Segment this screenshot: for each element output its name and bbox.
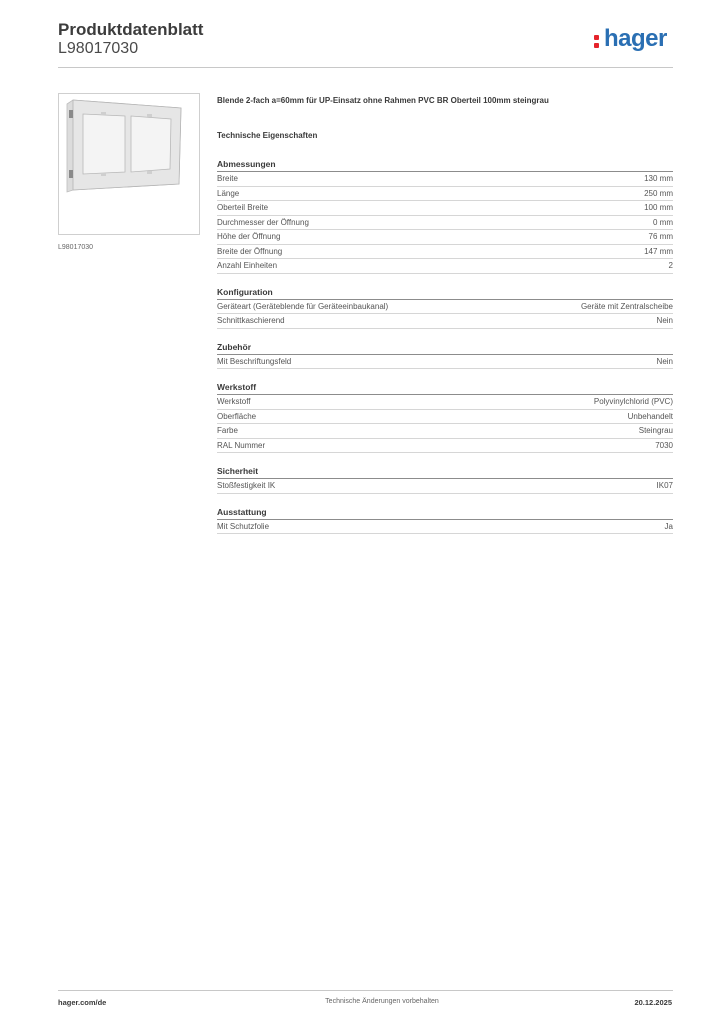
property-row <box>217 410 673 425</box>
property-value: 130 mm <box>644 174 673 183</box>
property-label: Stoßfestigkeit IK <box>217 481 276 490</box>
group-heading: Ausstattung <box>217 506 673 520</box>
group-heading: Werkstoff <box>217 381 673 395</box>
hager-logo <box>594 27 674 61</box>
property-label: Anzahl Einheiten <box>217 261 278 270</box>
group-heading: Sicherheit <box>217 465 673 479</box>
property-label: Schnittkaschierend <box>217 316 285 325</box>
property-group <box>217 158 673 274</box>
property-row <box>217 479 673 494</box>
footer-divider <box>58 990 673 991</box>
property-row <box>217 201 673 216</box>
property-value: 100 mm <box>644 203 673 212</box>
header-divider <box>58 67 673 68</box>
product-image <box>58 93 200 235</box>
property-label: Farbe <box>217 426 238 435</box>
group-heading: Zubehör <box>217 341 673 355</box>
property-label: Durchmesser der Öffnung <box>217 217 309 227</box>
property-row <box>217 300 673 315</box>
logo-dot-icon <box>594 43 599 48</box>
property-label: RAL Nummer <box>217 440 266 450</box>
property-label: Mit Beschriftungsfeld <box>217 356 292 366</box>
property-row <box>217 230 673 245</box>
section-heading: Technische Eigenschaften <box>217 131 318 140</box>
product-description: Blende 2-fach a=60mm für UP-Einsatz ohne Rahmen PVC BR Oberteil 100mm steingrau <box>217 96 549 105</box>
article-number: L98017030 <box>58 40 139 57</box>
footer-website[interactable]: hager.com/de <box>58 998 107 1007</box>
property-row <box>217 424 673 439</box>
property-row <box>217 314 673 329</box>
property-row <box>217 439 673 454</box>
property-label: Oberteil Breite <box>217 203 269 212</box>
property-label: Werkstoff <box>217 397 251 406</box>
logo-text: hager <box>604 25 667 52</box>
page-title: Produktdatenblatt <box>58 20 204 39</box>
property-value: Steingrau <box>638 426 673 435</box>
property-group <box>217 286 673 329</box>
property-group <box>217 341 673 370</box>
property-value: Nein <box>656 356 673 366</box>
property-group <box>217 465 673 494</box>
property-label: Breite der Öffnung <box>217 246 283 256</box>
property-group <box>217 506 673 535</box>
property-value: Ja <box>664 521 673 531</box>
property-value: Nein <box>656 316 673 325</box>
logo-dot-icon <box>594 35 599 40</box>
property-value: 0 mm <box>653 217 673 227</box>
property-row <box>217 520 673 535</box>
property-label: Höhe der Öffnung <box>217 232 281 241</box>
property-row <box>217 172 673 187</box>
footer-disclaimer: Technische Änderungen vorbehalten <box>325 998 439 1005</box>
property-row <box>217 187 673 202</box>
group-heading: Konfiguration <box>217 286 673 300</box>
property-value: 147 mm <box>644 246 673 256</box>
property-value: IK07 <box>656 481 673 490</box>
product-details <box>217 96 673 534</box>
cover-plate-icon <box>59 94 199 234</box>
property-label: Länge <box>217 188 240 198</box>
footer-date: 20.12.2025 <box>634 998 672 1007</box>
property-label: Geräteart (Geräteblende für Geräteeinbaukanal) <box>217 301 389 311</box>
property-groups <box>217 158 673 534</box>
property-row <box>217 216 673 231</box>
property-value: 7030 <box>655 440 673 450</box>
property-value: Unbehandelt <box>627 411 673 421</box>
property-label: Mit Schutzfolie <box>217 521 270 531</box>
property-group <box>217 381 673 453</box>
property-row <box>217 355 673 370</box>
property-value: Geräte mit Zentralscheibe <box>580 301 673 311</box>
property-value: 76 mm <box>648 232 673 241</box>
property-row <box>217 395 673 410</box>
property-label: Breite <box>217 174 238 183</box>
property-row <box>217 259 673 274</box>
property-row <box>217 245 673 260</box>
property-label: Oberfläche <box>217 411 257 421</box>
image-caption: L98017030 <box>58 244 94 251</box>
group-heading: Abmessungen <box>217 158 673 172</box>
property-value: 2 <box>668 261 673 270</box>
property-value: Polyvinylchlorid (PVC) <box>593 397 673 406</box>
property-value: 250 mm <box>644 188 673 198</box>
